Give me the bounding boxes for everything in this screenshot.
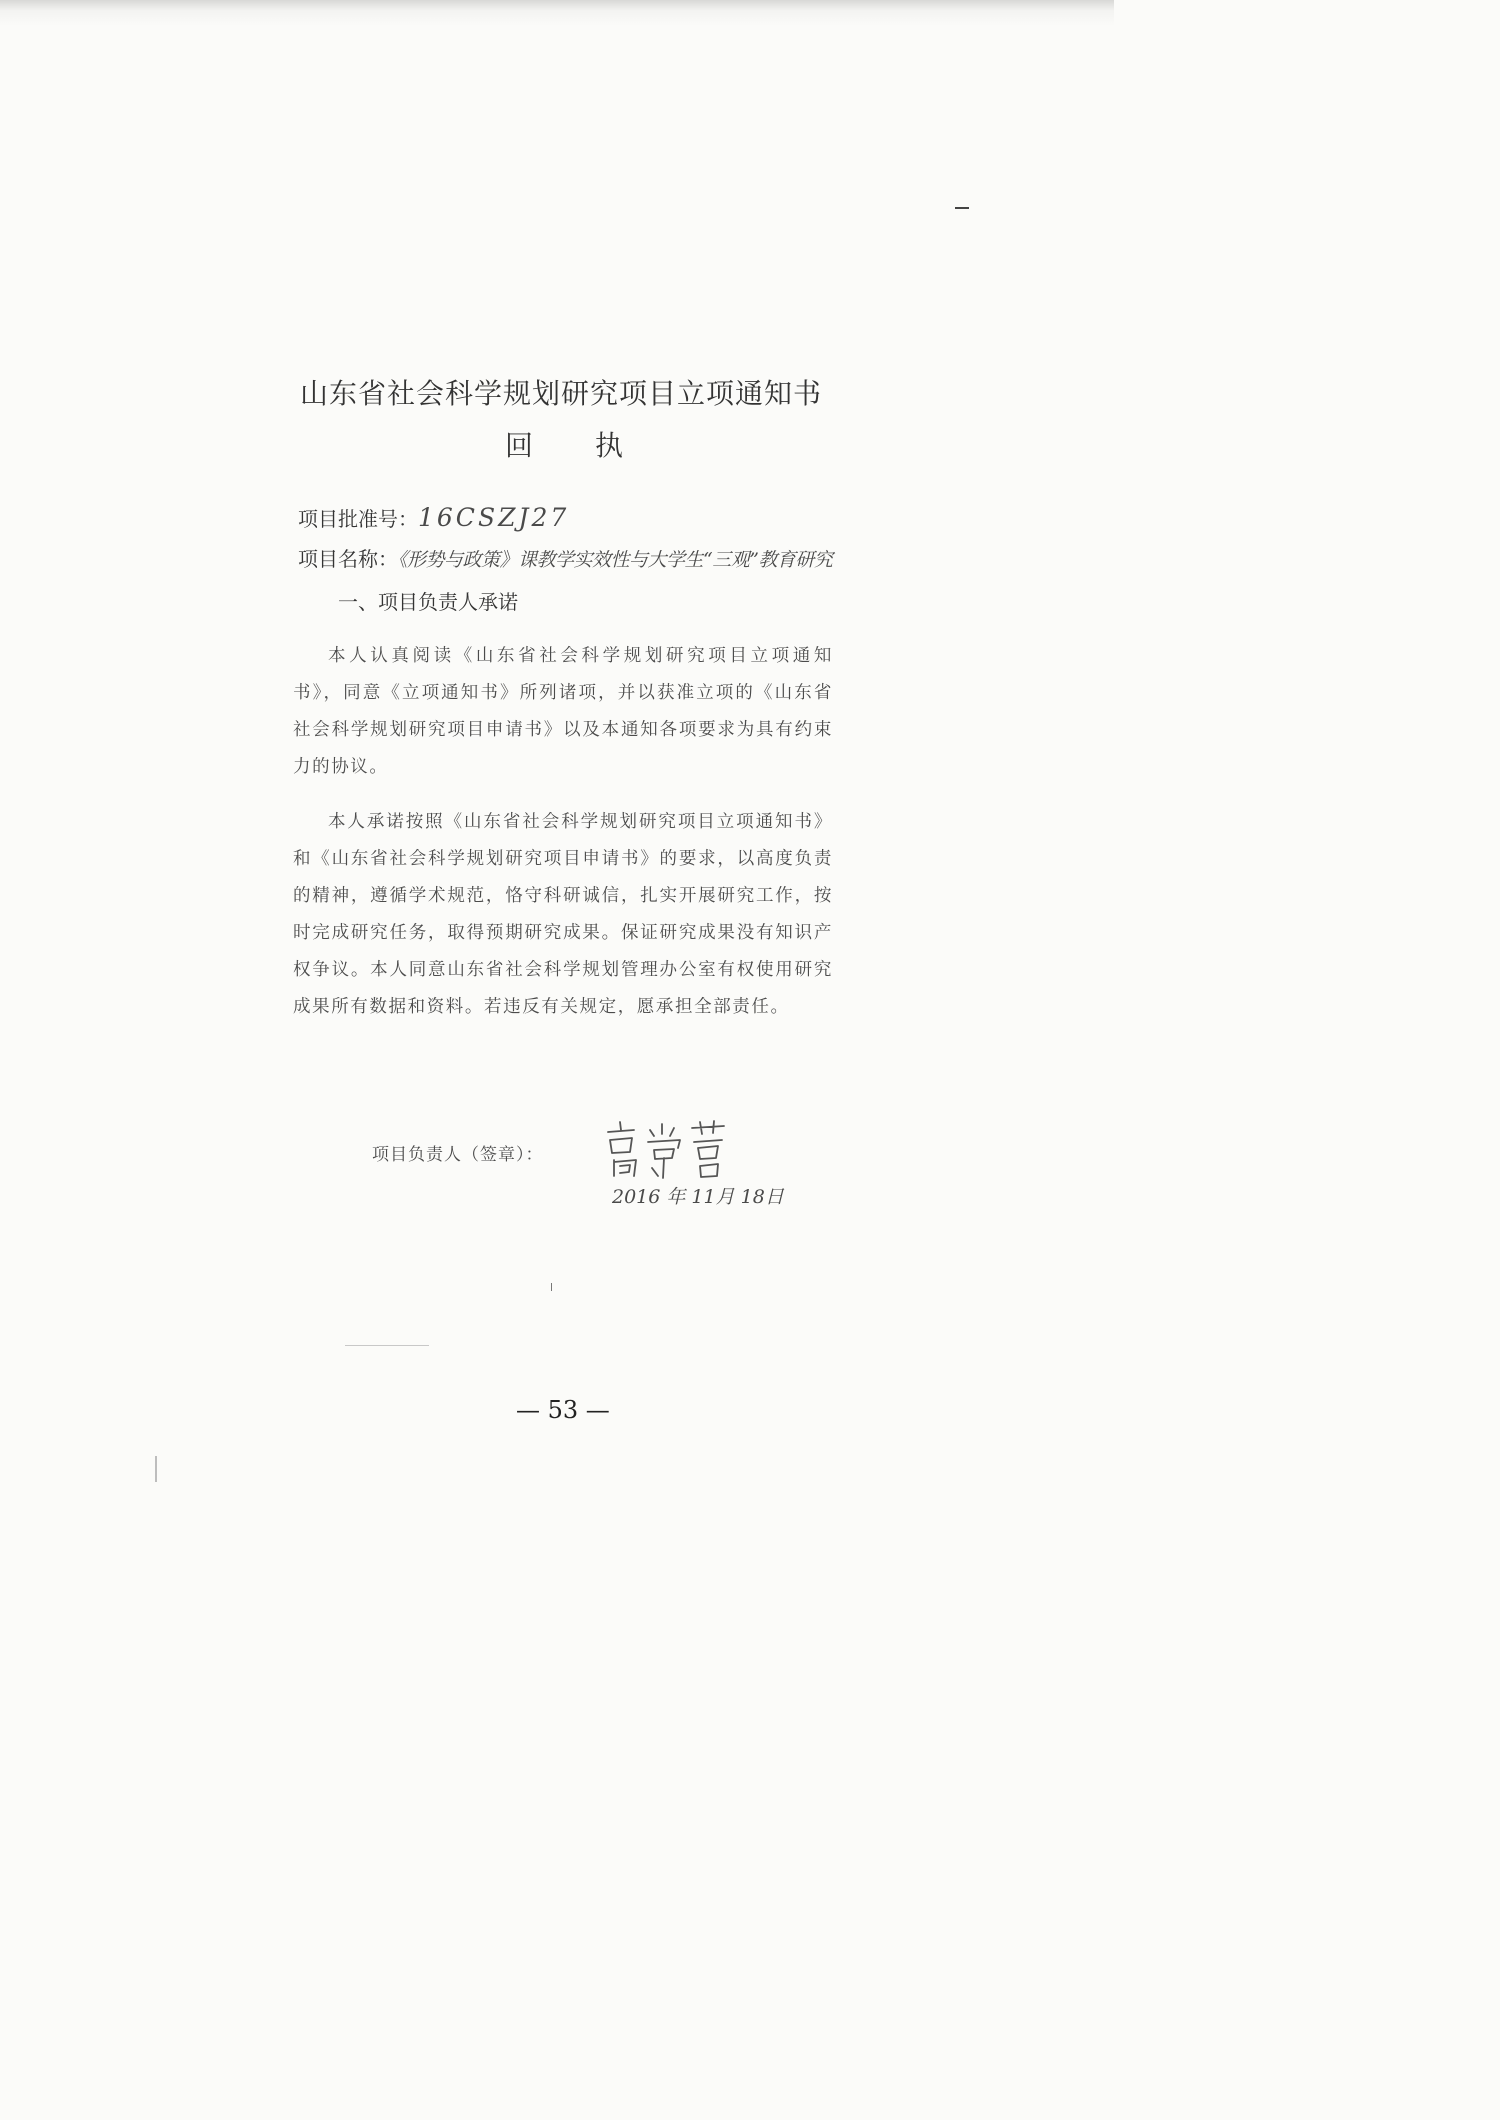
commitment-paragraph-1: 本人认真阅读《山东省社会科学规划研究项目立项通知书》，同意《立项通知书》所列诸项，并以获准立项的《山东省社会科学规划研究项目申请书》以及本通知各项要求为具有约束力的协议。 xyxy=(293,645,833,777)
signature-label: 项目负责人（签章）： xyxy=(372,1145,544,1165)
approval-number-value: 16CSZJ27 xyxy=(418,503,570,532)
scan-edge-mark xyxy=(155,1456,157,1482)
document-subtitle: 回执 xyxy=(505,429,686,462)
approval-number-field xyxy=(298,503,569,532)
approval-number-label: 项目批准号： xyxy=(298,507,418,531)
document-title: 山东省社会科学规划研究项目立项通知书 xyxy=(300,377,823,410)
scan-dash-mark xyxy=(955,207,969,209)
commitment-paragraph-2: 本人承诺按照《山东省社会科学规划研究项目立项通知书》和《山东省社会科学规划研究项目申请书》的要求，以高度负责的精神，遵循学术规范，恪守科研诚信，扎实开展研究工作，按时完成研究任务，取得预期研究成果。保证研究成果没有知识产权争议。本人同意山东省社会科学规划管理办公室有权使用研究成果所有数据和资料。若违反有关规定，愿承担全部责任。 xyxy=(293,811,833,1017)
handwritten-signature xyxy=(600,1118,730,1180)
project-name-field xyxy=(298,543,832,572)
signature-date: 2016 年 11月 18日 xyxy=(612,1186,784,1208)
project-name-value: 《形势与政策》课教学实效性与大学生“三观”教育研究 xyxy=(398,549,833,571)
scan-line-mark xyxy=(345,1345,429,1346)
page-number: — 53 — xyxy=(516,1396,610,1424)
scan-speck xyxy=(551,1283,552,1291)
project-name-label: 项目名称： xyxy=(298,547,398,571)
section-heading: 一、项目负责人承诺 xyxy=(338,590,518,614)
